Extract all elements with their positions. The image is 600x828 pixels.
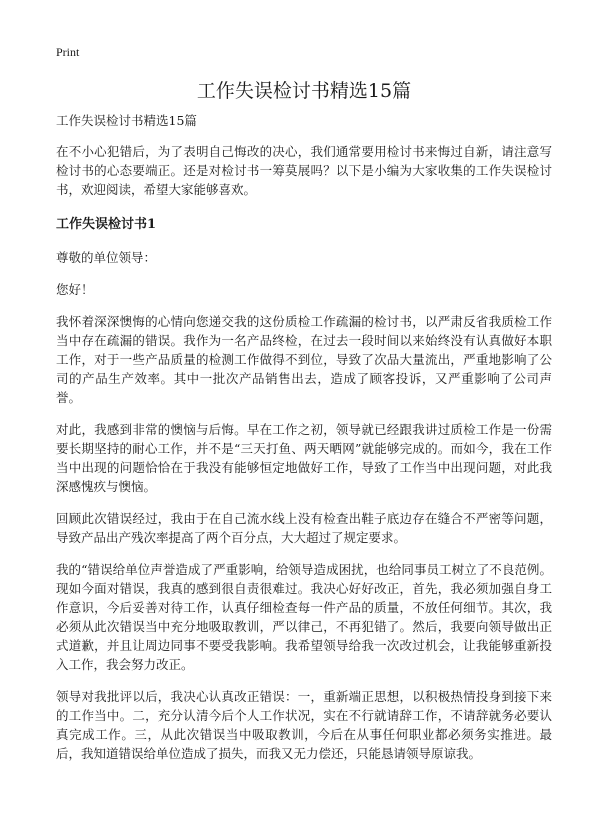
document-title: 工作失误检讨书精选15篇 (196, 80, 412, 102)
body-paragraph-5: 领导对我批评以后，我决心认真改正错误：一，重新端正思想，以积极热情投身到接下来的工作当中。二，充分认清今后个人工作状况，实在不行就请辞工作，不请辞就务必要认真完成工作。三，从此次错误当中吸取教训，今后在从事任何职业都必须务实推进。最后，我知道错误给单位造成了损失，而我又无力偿还，只能恳请领导原谅我。 (56, 689, 552, 761)
print-label: Print (56, 45, 80, 59)
body-paragraph-3: 回顾此次错误经过，我由于在自己流水线上没有检查出鞋子底边存在缝合不严密等问题，导致产品出产残次率提高了两个百分点，大大超过了规定要求。 (56, 511, 552, 545)
body-paragraph-1: 我怀着深深懊悔的心情向您递交我的这份质检工作疏漏的检讨书，以严肃反省我质检工作当中存在疏漏的错误。我作为一名产品终检，在过去一段时间以来始终没有认真做好本职工作，对于一些产品质量的检测工作做得不到位，导致了次品大量流出，严重地影响了公司的产品生产效率。其中一批次产品销售出去，造成了顾客投诉，又严重影响了公司声誉。 (56, 314, 552, 405)
document-subtitle: 工作失误检讨书精选15篇 (56, 113, 197, 128)
intro-paragraph: 在不小心犯错后，为了表明自己悔改的决心，我们通常要用检讨书来悔过自新，请注意写检讨书的心态要端正。还是对检讨书一筹莫展吗？以下是小编为大家收集的工作失误检讨书，欢迎阅读，希望大家能够喜欢。 (56, 144, 552, 197)
section-heading: 工作失误检讨书1 (56, 217, 157, 232)
body-paragraph-2: 对此，我感到非常的懊恼与后悔。早在工作之初，领导就已经跟我讲过质检工作是一份需要长期坚持的耐心工作，并不是“三天打鱼、两天晒网”就能够完成的。而如今，我在工作当中出现的问题恰恰在于我没有能够恒定地做好工作，导致了工作当中出现问题，对此我深感愧疚与懊恼。 (56, 422, 552, 494)
salutation: 尊敬的单位领导： (56, 250, 157, 265)
greeting: 您好！ (56, 282, 94, 297)
body-paragraph-4: 我的“错误给单位声誉造成了严重影响，给领导造成困扰，也给同事员工树立了不良范例。现如今面对错误，我真的感到很自责很难过。我决心好好改正，首先，我必须加强自身工作意识，今后妥善对待工作，认真仔细检查每一件产品的质量，不放任何细节。其次，我必须从此次错误当中充分地吸取教训，严以律己，不再犯错了。然后，我要向领导做出正式道歉，并且让周边同事不要受我影响。我希望领导给我一次改过机会，让我能够重新投入工作，我会努力改正。 (56, 562, 552, 672)
